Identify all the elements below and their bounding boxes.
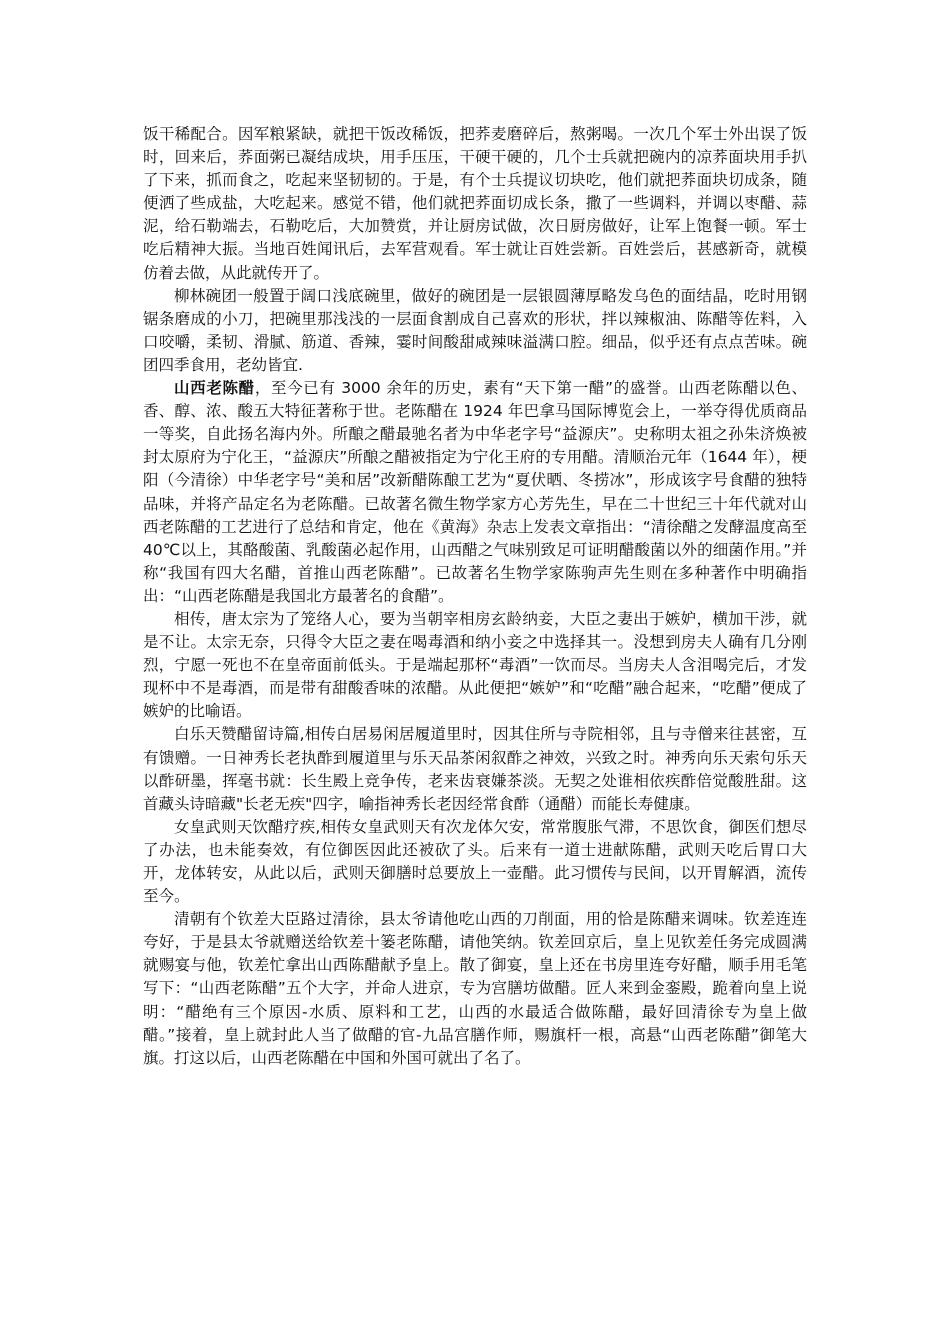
paragraph-liulin-wantuan [143,285,807,377]
paragraph-text: 相传，唐太宗为了笼络人心，要为当朝宰相房玄龄纳妾，大臣之妻出于嫉妒，横加干涉，就是不让。太宗无奈，只得令大臣之妻在喝毒酒和纳小妾之中选择其一。没想到房夫人确有几分刚烈，宁愿一死也不在皇帝面前低头。于是端起那杯“毒酒”一饮而尽。当房夫人含泪喝完后，才发现杯中不是毒酒，而是带有甜酸香味的浓醋。从此便把“嫉妒”和“吃醋”融合起来，“吃醋”便成了嫉妒的比喻语。 [143,609,807,721]
paragraph-text: ，至今已有 3000 余年的历史，素有“天下第一醋”的盛誉。山西老陈醋以色、香、醇、浓、酸五大特征著称于世。老陈醋在 1924 年巴拿马国际博览会上，一举夺得优质商品一等奖，自此扬名海内外。所酿之醋最驰名者为中华老字号“益源庆”。史称明太祖之孙朱济焕被封太原府为宁化王，“益源庆”所酿之醋被指定为宁化王府的专用醋。清顺治元年（1644 年），梗阳（今清徐）中华老字号“美和居”改新醋陈酿工艺为“夏伏晒、冬捞冰”，形成该字号食醋的独特品味，并将产品定名为老陈醋。已故著名微生物学家方心芳先生，早在二十世纪三十年代就对山西老陈醋的工艺进行了总结和肯定，他在《黄海》杂志上发表文章指出：“清徐醋之发酵温度高至 40℃以上，其酪酸菌、乳酸菌必起作用，山西醋之气味别致足可证明醋酸菌以外的细菌作用。”并称“我国有四大名醋，首推山西老陈醋”。已故著名生物学家陈驹声先生则在多种著作中明确指出：“山西老陈醋是我国北方最著名的食醋”。 [143,379,807,605]
paragraph-text: 柳林碗团一般置于阔口浅底碗里，做好的碗团是一层银圆薄厚略发乌色的面结晶，吃时用钢锯条磨成的小刀，把碗里那浅浅的一层面食割成自己喜欢的形状，拌以辣椒油、陈醋等佐料，入口咬嚼，柔韧、滑腻、筋道、香辣，霎时间酸甜咸辣味溢满口腔。细品，似乎还有点点苦味。碗团四季食用，老幼皆宜. [143,286,807,374]
paragraph-millet-noodle-story [143,123,807,285]
document-page [143,123,807,1070]
paragraph-text: 女皇武则天饮醋疗疾,相传女皇武则天有次龙体欠安，常常腹胀气滞，不思饮食，御医们想尽了办法，也未能奏效，有位御医因此还被砍了头。后来有一道士进献陈醋，武则天吃后胃口大开，龙体转安，从此以后，武则天御膳时总要放上一壶醋。此习惯传与民间，以开胃解酒，流传至今。 [143,817,807,906]
paragraph-shanxi-vinegar-history [143,377,807,608]
paragraph-tang-taizong-story [143,608,807,723]
paragraph-wu-zetian-story [143,816,807,908]
paragraph-text: 清朝有个钦差大臣路过清徐，县太爷请他吃山西的刀削面，用的恰是陈醋来调味。钦差连连夸好，于是县太爷就赠送给钦差十篓老陈醋，请他笑纳。钦差回京后，皇上见钦差任务完成圆满就赐宴与他，钦差忙拿出山西陈醋献予皇上。散了御宴，皇上还在书房里连夸好醋，顺手用毛笔写下：“山西老陈醋”五个大字，并命人进京，专为宫膳坊做醋。匠人来到金銮殿，跪着向皇上说明：“醋绝有三个原因-水质、原料和工艺，山西的水最适合做陈醋，最好回清徐专为皇上做醋。”接着，皇上就封此人当了做醋的官-九品宫膳作师，赐旗杆一根，高悬“山西老陈醋”御笔大旗。打这以后，山西老陈醋在中国和外国可就出了名了。 [143,910,807,1067]
paragraph-bai-letian-poem [143,723,807,815]
paragraph-qing-envoy-story [143,908,807,1070]
paragraph-lead-term: 山西老陈醋 [174,379,255,398]
paragraph-text: 饭干稀配合。因军粮紧缺，就把干饭改稀饭，把荞麦磨碎后，熬粥喝。一次几个军士外出误了饭时，回来后，荞面粥已凝结成块，用手压压，干硬干硬的，几个士兵就把碗内的凉荞面块用手扒了下来，抓而食之，吃起来坚韧韧的。于是，有个士兵提议切块吃，他们就把荞面块切成条，随便洒了些成盐，大吃起来。感觉不错，他们就把荞面切成长条，撒了一些调料，并调以枣醋、蒜泥，给石勒端去，石勒吃后，大加赞赏，并让厨房试做，次日厨房做好，让军上饱餐一顿。军士吃后精神大振。当地百姓闻讯后，去军营观看。军士就让百姓尝新。百姓尝后，甚感新奇，就模仿着去做，从此就传开了。 [143,125,807,282]
paragraph-text: 白乐天赞醋留诗篇,相传白居易闲居履道里时，因其住所与寺院相邻，且与寺僧来往甚密，互有馈赠。一日神秀长老执酢到履道里与乐天品茶闲叙酢之神效，兴致之时。神秀向乐天索句乐天以酢研墨，挥毫书就：长生殿上竞争传，老来齿衰嫌茶淡。无契之处谁相依疾酢倍觉酸胜甜。这首藏头诗暗藏"长老无疾"四字，喻指神秀长老因经常食酢（通醋）而能长寿健康。 [143,725,807,813]
